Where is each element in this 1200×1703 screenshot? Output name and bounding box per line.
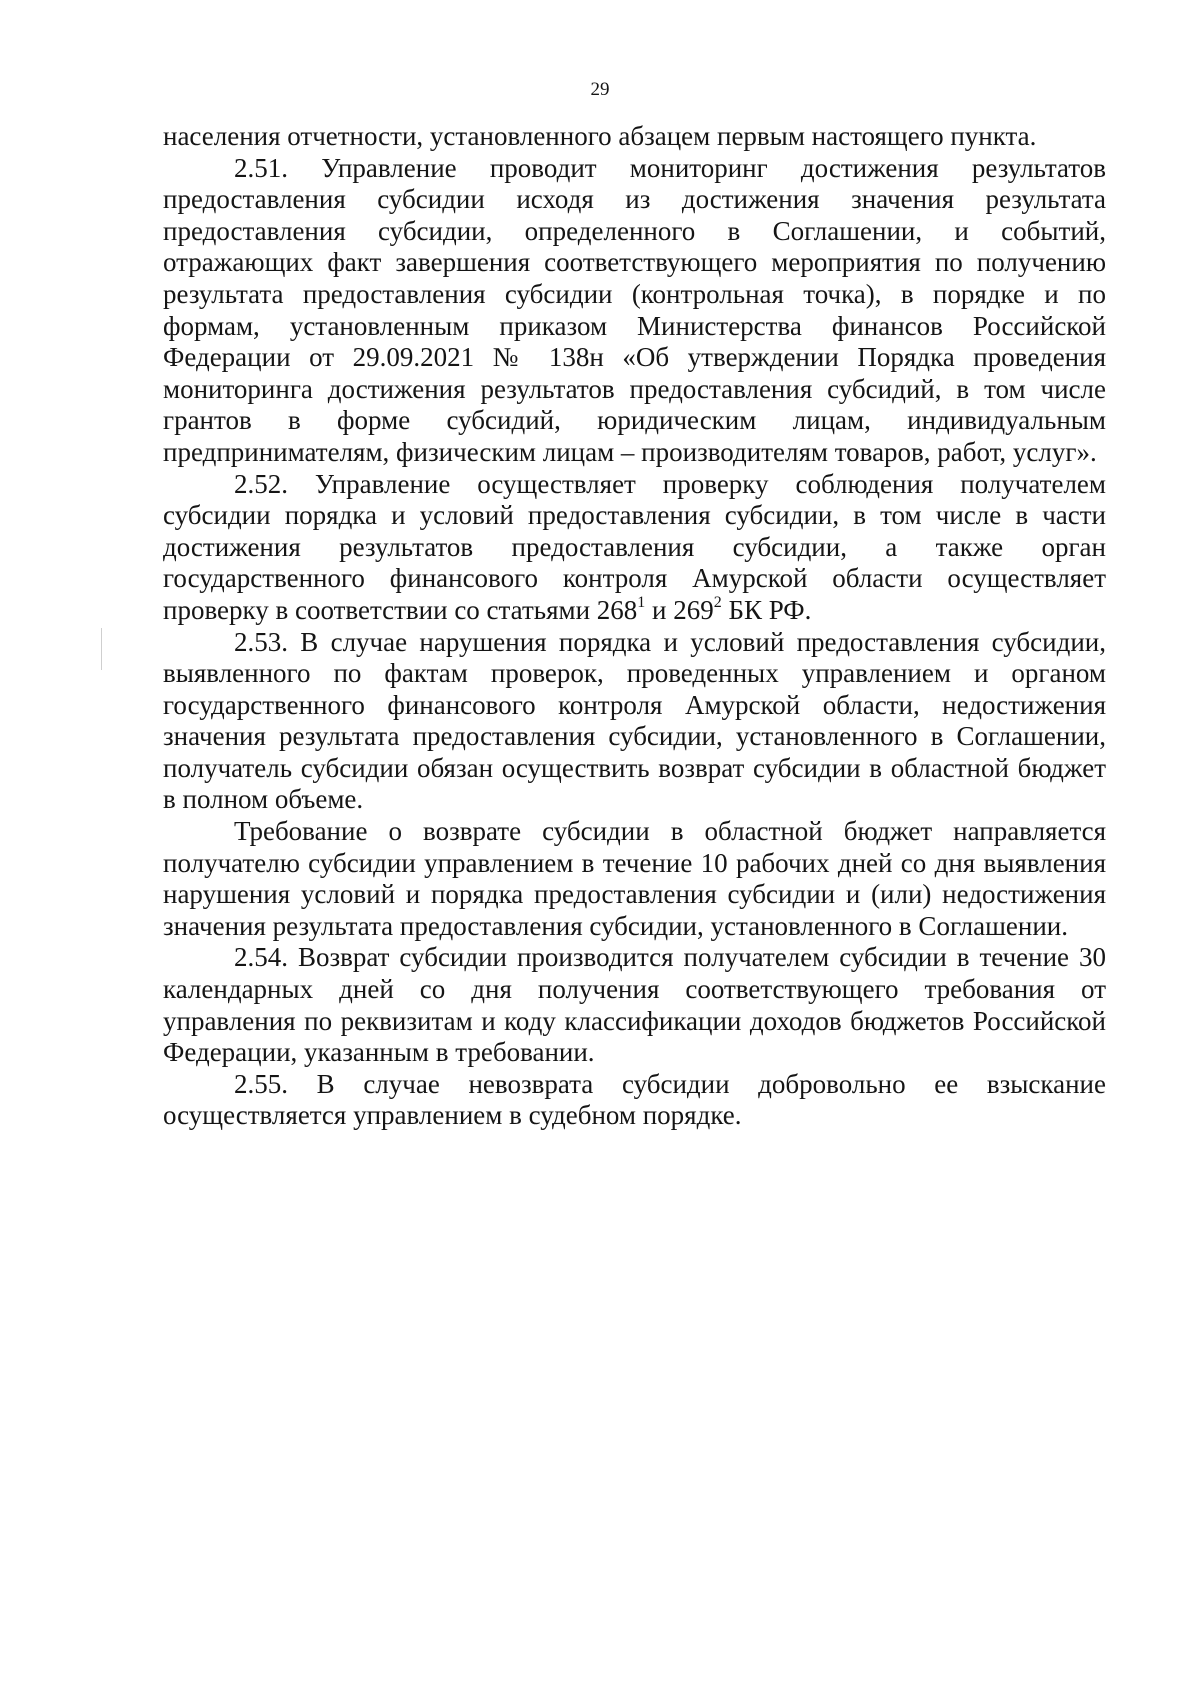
article-268: 268 [596, 594, 638, 625]
page-number: 29 [590, 79, 610, 100]
paragraph-2-51: 2.51. Управление проводит мониторинг достижения результатов предоставления субсидии исходя из достижения значения результата предоставления субсидии, определенного в Соглашении, и событий, отражающих факт завершения соответствующего мероприятия по получению результата предоставления субсидии (контрольная точка), в порядке и по формам, установленным приказом Министерства финансов Российской Федерации от 29.09.2021 № 138н «Об утверждении Порядка проведения мониторинга достижения результатов предоставления субсидий, в том числе грантов в форме субсидий, юридическим лицам, индивидуальным предпринимателям, физическим лицам – производителям товаров, работ, услуг». [163, 152, 1106, 467]
article-268-superscript: 1 [637, 593, 646, 611]
article-269-superscript: 2 [713, 593, 722, 611]
scan-margin-mark [101, 628, 102, 670]
paragraph-2-54: 2.54. Возврат субсидии производится получателем субсидии в течение 30 календарных дней со дня получения соответствующего требования от управления по реквизитам и коду классификации доходов бюджетов Российской Федерации, указанным в требовании. [163, 942, 1106, 1068]
paragraph-return-requirement: Требование о возврате субсидии в областной бюджет направляется получателю субсидии управлением в течение 10 рабочих дней со дня выявления нарушения условий и порядка предоставления субсидии и (или) недостижения значения результата предоставления субсидии, установленного в Соглашении. [163, 816, 1106, 941]
paragraph-2-52-ending: БК РФ. [721, 594, 812, 625]
document-body [163, 121, 1106, 1132]
article-conjunction: и [645, 594, 674, 625]
article-269: 269 [673, 594, 714, 625]
paragraph-continuation: населения отчетности, установленного абзацем первым настоящего пункта. [163, 121, 1037, 151]
paragraph-2-52 [163, 469, 1106, 627]
paragraph-2-55: 2.55. В случае невозврата субсидии добровольно ее взыскание осуществляется управлением в судебном порядке. [163, 1068, 1106, 1131]
paragraph-2-52-text: 2.52. Управление осуществляет проверку соблюдения получателем субсидии порядка и условий предоставления субсидии, в том числе в части достижения результатов предоставления субсидии, а также орган государственного финансового контроля Амурской области осуществляет проверку в соответствии со статьями [163, 468, 1106, 625]
paragraph-2-53: 2.53. В случае нарушения порядка и условий предоставления субсидии, выявленного по фактам проверок, проведенных управлением и органом государственного финансового контроля Амурской области, недостижения значения результата предоставления субсидии, установленного в Соглашении, получатель субсидии обязан осуществить возврат субсидии в областной бюджет в полном объеме. [163, 626, 1106, 815]
